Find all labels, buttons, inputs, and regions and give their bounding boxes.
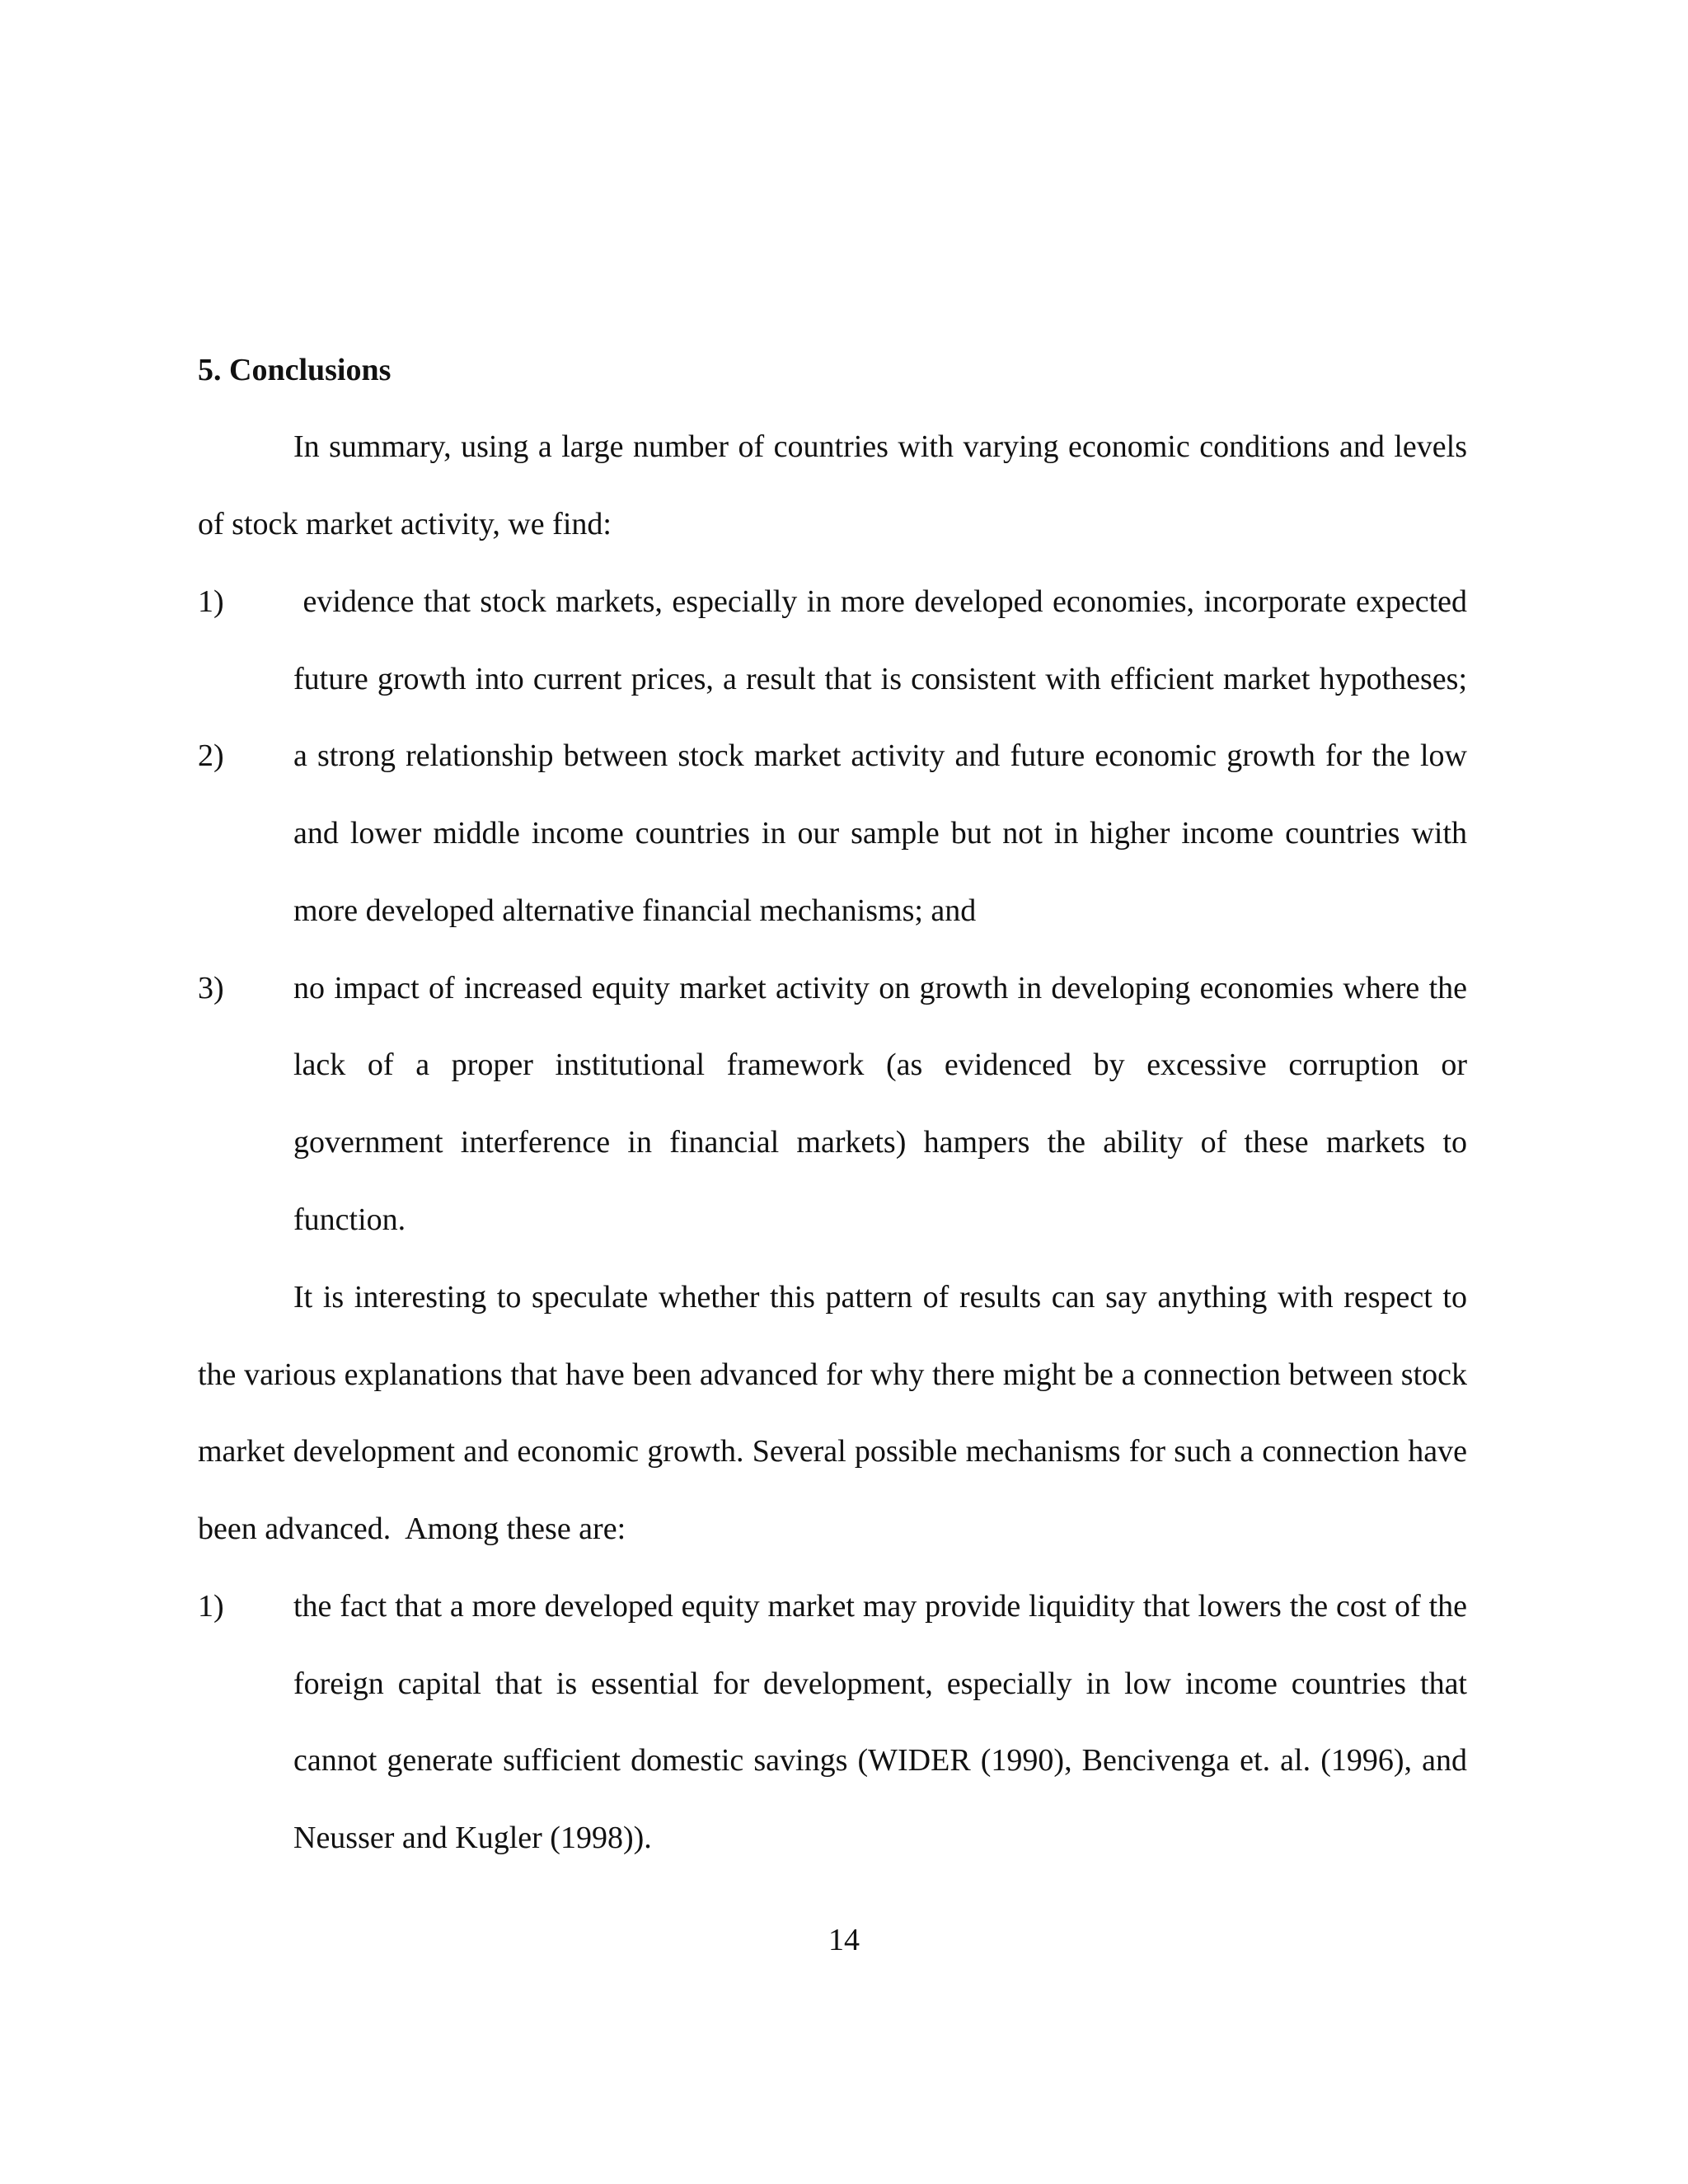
intro-line: In summary, using a large number of countries with varying economic conditions and levels xyxy=(293,429,1467,464)
finding-number: 3) xyxy=(198,971,224,1005)
finding-line: evidence that stock markets, especially in more developed economies, incorporate expected xyxy=(293,584,1467,619)
section-heading: 5. Conclusions xyxy=(198,353,392,387)
mechanism-line: the fact that a more developed equity market may provide liquidity that lowers the cost of the xyxy=(293,1589,1467,1624)
speculation-line: been advanced. Among these are: xyxy=(198,1511,626,1546)
finding-number: 1) xyxy=(198,584,224,619)
finding-line: future growth into current prices, a result that is consistent with efficient market hypotheses; xyxy=(293,662,1467,696)
speculation-line: market development and economic growth. Several possible mechanisms for such a connection have xyxy=(198,1434,1467,1469)
finding-line: no impact of increased equity market activity on growth in developing economies where the xyxy=(293,971,1467,1005)
mechanism-number: 1) xyxy=(198,1589,224,1624)
intro-line: of stock market activity, we find: xyxy=(198,507,612,541)
mechanism-line: cannot generate sufficient domestic savings (WIDER (1990), Bencivenga et. al. (1996), and xyxy=(293,1743,1467,1778)
mechanism-line: Neusser and Kugler (1998)). xyxy=(293,1821,652,1855)
speculation-line: the various explanations that have been advanced for why there might be a connection between stock xyxy=(198,1357,1467,1392)
speculation-line: It is interesting to speculate whether this pattern of results can say anything with respect to xyxy=(293,1280,1467,1315)
finding-line: a strong relationship between stock market activity and future economic growth for the low xyxy=(293,738,1467,773)
page-number: 14 xyxy=(828,1923,860,1957)
finding-line: and lower middle income countries in our sample but not in higher income countries with xyxy=(293,816,1467,851)
finding-line: function. xyxy=(293,1202,406,1237)
mechanism-line: foreign capital that is essential for development, especially in low income countries that xyxy=(293,1666,1467,1701)
finding-line: government interference in financial markets) hampers the ability of these markets to xyxy=(293,1125,1467,1160)
finding-number: 2) xyxy=(198,738,224,773)
finding-line: more developed alternative financial mechanisms; and xyxy=(293,893,977,928)
finding-line: lack of a proper institutional framework (as evidenced by excessive corruption or xyxy=(293,1047,1467,1082)
